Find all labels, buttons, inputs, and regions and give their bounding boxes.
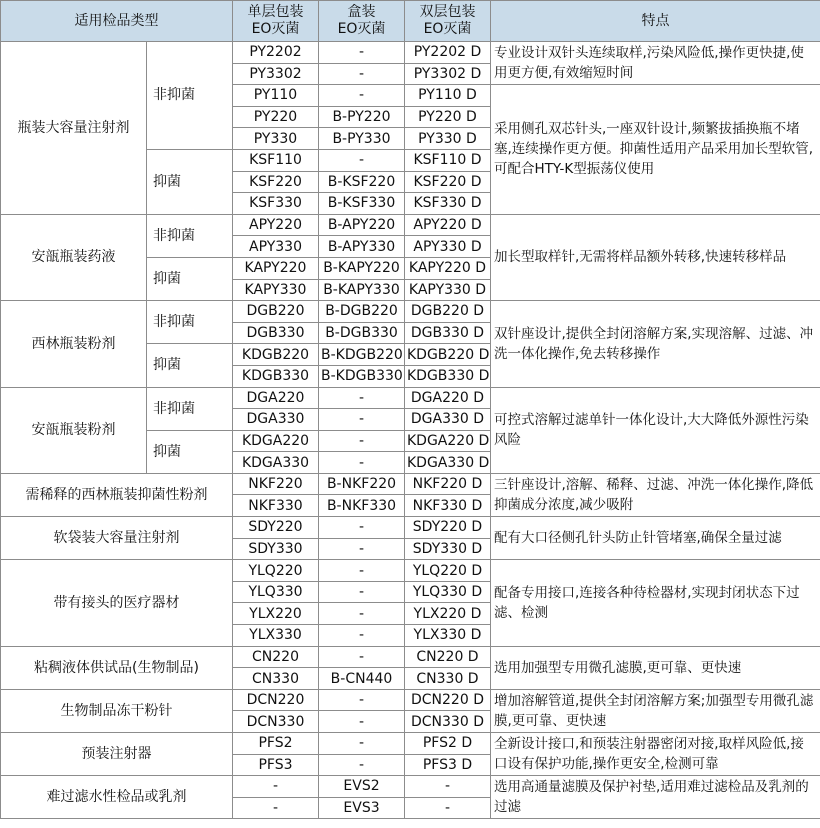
- single-code-cell: DGA330: [233, 409, 319, 431]
- category-cell: 粘稠液体供试品(生物制品): [1, 646, 233, 689]
- double-code-cell: DGB330 D: [405, 322, 491, 344]
- header-single: 单层包装 EO灭菌: [233, 1, 319, 42]
- single-code-cell: KSF110: [233, 149, 319, 171]
- header-box: 盒装 EO灭菌: [319, 1, 405, 42]
- double-code-cell: PY2202 D: [405, 42, 491, 64]
- feature-cell: 选用加强型专用微孔滤膜,更可靠、更快速: [491, 646, 820, 689]
- single-code-cell: PY3302: [233, 63, 319, 85]
- double-code-cell: KAPY220 D: [405, 257, 491, 279]
- category-cell: 西林瓶装粉剂: [1, 301, 147, 387]
- box-code-cell: -: [319, 625, 405, 647]
- box-code-cell: -: [319, 646, 405, 668]
- box-code-cell: -: [319, 63, 405, 85]
- box-code-cell: B-KAPY220: [319, 257, 405, 279]
- table-row: [1, 517, 820, 539]
- box-code-cell: -: [319, 409, 405, 431]
- table-row: [1, 301, 820, 323]
- single-code-cell: KDGA220: [233, 430, 319, 452]
- header-feature: 特点: [491, 1, 820, 42]
- box-code-cell: -: [319, 689, 405, 711]
- double-code-cell: APY220 D: [405, 214, 491, 236]
- box-code-cell: -: [319, 560, 405, 582]
- header-type: 适用检品类型: [1, 1, 233, 42]
- box-code-cell: -: [319, 430, 405, 452]
- single-code-cell: PY220: [233, 106, 319, 128]
- box-code-cell: B-KDGB330: [319, 365, 405, 387]
- box-code-cell: B-APY220: [319, 214, 405, 236]
- box-code-cell: B-KSF330: [319, 193, 405, 215]
- feature-cell: 全新设计接口,和预装注射器密闭对接,取样风险低,接口设有保护功能,操作更安全,检测可靠: [491, 733, 820, 776]
- header-double: 双层包装 EO灭菌: [405, 1, 491, 42]
- double-code-cell: KDGB330 D: [405, 365, 491, 387]
- single-code-cell: KSF330: [233, 193, 319, 215]
- single-code-cell: APY220: [233, 214, 319, 236]
- double-code-cell: KAPY330 D: [405, 279, 491, 301]
- box-code-cell: B-DGB330: [319, 322, 405, 344]
- single-code-cell: KSF220: [233, 171, 319, 193]
- single-code-cell: YLX330: [233, 625, 319, 647]
- double-code-cell: PFS3 D: [405, 754, 491, 776]
- category-cell: 难过滤水性检品或乳剂: [1, 776, 233, 819]
- table-row: [1, 214, 820, 236]
- category-cell: 需稀释的西林瓶装抑菌性粉剂: [1, 473, 233, 516]
- feature-cell: 选用高通量滤膜及保护衬垫,适用难过滤检品及乳剂的过滤: [491, 776, 820, 819]
- box-code-cell: B-KDGB220: [319, 344, 405, 366]
- single-code-cell: DGB220: [233, 301, 319, 323]
- box-code-cell: -: [319, 733, 405, 755]
- box-code-cell: -: [319, 85, 405, 107]
- single-code-cell: YLQ220: [233, 560, 319, 582]
- feature-cell: 双针座设计,提供全封闭溶解方案,实现溶解、过滤、冲洗一体化操作,免去转移操作: [491, 301, 820, 387]
- double-code-cell: DGB220 D: [405, 301, 491, 323]
- box-code-cell: -: [319, 42, 405, 64]
- double-code-cell: YLQ330 D: [405, 581, 491, 603]
- box-code-cell: -: [319, 711, 405, 733]
- double-code-cell: SDY220 D: [405, 517, 491, 539]
- single-code-cell: APY330: [233, 236, 319, 258]
- box-code-cell: -: [319, 452, 405, 474]
- single-code-cell: SDY330: [233, 538, 319, 560]
- subtype-cell: 抑菌: [147, 149, 233, 214]
- single-code-cell: CN330: [233, 668, 319, 690]
- box-code-cell: B-NKF220: [319, 473, 405, 495]
- double-code-cell: YLX330 D: [405, 625, 491, 647]
- double-code-cell: KDGB220 D: [405, 344, 491, 366]
- single-code-cell: PFS3: [233, 754, 319, 776]
- table-row: [1, 387, 820, 409]
- single-code-cell: PY330: [233, 128, 319, 150]
- feature-cell: 三针座设计,溶解、稀释、过滤、冲洗一体化操作,降低抑菌成分浓度,减少吸附: [491, 473, 820, 516]
- feature-cell: 增加溶解管道,提供全封闭溶解方案;加强型专用微孔滤膜,更可靠、更快速: [491, 689, 820, 732]
- box-code-cell: B-PY330: [319, 128, 405, 150]
- double-code-cell: KSF330 D: [405, 193, 491, 215]
- table-row: [1, 646, 820, 668]
- single-code-cell: KDGB220: [233, 344, 319, 366]
- single-code-cell: KDGB330: [233, 365, 319, 387]
- single-code-cell: KDGA330: [233, 452, 319, 474]
- single-code-cell: PY110: [233, 85, 319, 107]
- table-row: [1, 733, 820, 755]
- feature-cell: 配备专用接口,连接各种待检器材,实现封闭状态下过滤、检测: [491, 560, 820, 646]
- single-code-cell: KAPY330: [233, 279, 319, 301]
- single-code-cell: NKF220: [233, 473, 319, 495]
- double-code-cell: KDGA220 D: [405, 430, 491, 452]
- subtype-cell: 抑菌: [147, 430, 233, 473]
- single-code-cell: NKF330: [233, 495, 319, 517]
- category-cell: 安瓿瓶装粉剂: [1, 387, 147, 473]
- double-code-cell: DCN330 D: [405, 711, 491, 733]
- category-cell: 瓶装大容量注射剂: [1, 42, 147, 215]
- subtype-cell: 抑菌: [147, 257, 233, 300]
- single-code-cell: YLQ330: [233, 581, 319, 603]
- double-code-cell: YLQ220 D: [405, 560, 491, 582]
- double-code-cell: CN330 D: [405, 668, 491, 690]
- box-code-cell: -: [319, 581, 405, 603]
- table-row: [1, 473, 820, 495]
- box-code-cell: B-KSF220: [319, 171, 405, 193]
- box-code-cell: -: [319, 149, 405, 171]
- double-code-cell: CN220 D: [405, 646, 491, 668]
- single-code-cell: DGA220: [233, 387, 319, 409]
- double-code-cell: SDY330 D: [405, 538, 491, 560]
- box-code-cell: B-NKF330: [319, 495, 405, 517]
- single-code-cell: CN220: [233, 646, 319, 668]
- single-code-cell: -: [233, 797, 319, 819]
- double-code-cell: PY330 D: [405, 128, 491, 150]
- box-code-cell: EVS2: [319, 776, 405, 798]
- double-code-cell: PFS2 D: [405, 733, 491, 755]
- double-code-cell: DCN220 D: [405, 689, 491, 711]
- box-code-cell: -: [319, 603, 405, 625]
- double-code-cell: KSF220 D: [405, 171, 491, 193]
- double-code-cell: KSF110 D: [405, 149, 491, 171]
- double-code-cell: APY330 D: [405, 236, 491, 258]
- single-code-cell: SDY220: [233, 517, 319, 539]
- feature-cell: 可控式溶解过滤单针一体化设计,大大降低外源性污染风险: [491, 387, 820, 473]
- box-code-cell: B-KAPY330: [319, 279, 405, 301]
- double-code-cell: -: [405, 797, 491, 819]
- double-code-cell: DGA330 D: [405, 409, 491, 431]
- feature-cell: 专业设计双针头连续取样,污染风险低,操作更快捷,使用更方便,有效缩短时间: [491, 42, 820, 85]
- single-code-cell: -: [233, 776, 319, 798]
- category-cell: 预装注射器: [1, 733, 233, 776]
- box-code-cell: -: [319, 517, 405, 539]
- box-code-cell: -: [319, 538, 405, 560]
- box-code-cell: EVS3: [319, 797, 405, 819]
- subtype-cell: 非抑菌: [147, 42, 233, 150]
- double-code-cell: YLX220 D: [405, 603, 491, 625]
- category-cell: 带有接头的医疗器材: [1, 560, 233, 646]
- box-code-cell: B-CN440: [319, 668, 405, 690]
- box-code-cell: B-DGB220: [319, 301, 405, 323]
- single-code-cell: YLX220: [233, 603, 319, 625]
- category-cell: 安瓿瓶装药液: [1, 214, 147, 300]
- feature-cell: 配有大口径侧孔针头防止针管堵塞,确保全量过滤: [491, 517, 820, 560]
- double-code-cell: -: [405, 776, 491, 798]
- single-code-cell: DCN330: [233, 711, 319, 733]
- double-code-cell: KDGA330 D: [405, 452, 491, 474]
- table-row: [1, 689, 820, 711]
- double-code-cell: PY110 D: [405, 85, 491, 107]
- table-row: [1, 560, 820, 582]
- single-code-cell: PFS2: [233, 733, 319, 755]
- table-row: [1, 776, 820, 798]
- single-code-cell: DGB330: [233, 322, 319, 344]
- box-code-cell: B-PY220: [319, 106, 405, 128]
- subtype-cell: 非抑菌: [147, 214, 233, 257]
- double-code-cell: PY3302 D: [405, 63, 491, 85]
- double-code-cell: DGA220 D: [405, 387, 491, 409]
- subtype-cell: 抑菌: [147, 344, 233, 387]
- double-code-cell: NKF330 D: [405, 495, 491, 517]
- box-code-cell: -: [319, 387, 405, 409]
- single-code-cell: KAPY220: [233, 257, 319, 279]
- category-cell: 生物制品冻干粉针: [1, 689, 233, 732]
- table-header: [1, 1, 820, 42]
- feature-cell: 加长型取样针,无需将样品额外转移,快速转移样品: [491, 214, 820, 300]
- single-code-cell: DCN220: [233, 689, 319, 711]
- box-code-cell: -: [319, 754, 405, 776]
- table-body: [1, 42, 820, 819]
- feature-cell: 采用侧孔双芯针头,一座双针设计,频繁拔插换瓶不堵塞,连续操作更方便。抑菌性适用产品采用加长型软管,可配合HTY-K型振荡仪使用: [491, 85, 820, 215]
- table-row: [1, 42, 820, 64]
- subtype-cell: 非抑菌: [147, 387, 233, 430]
- single-code-cell: PY2202: [233, 42, 319, 64]
- double-code-cell: NKF220 D: [405, 473, 491, 495]
- box-code-cell: B-APY330: [319, 236, 405, 258]
- subtype-cell: 非抑菌: [147, 301, 233, 344]
- double-code-cell: PY220 D: [405, 106, 491, 128]
- category-cell: 软袋装大容量注射剂: [1, 517, 233, 560]
